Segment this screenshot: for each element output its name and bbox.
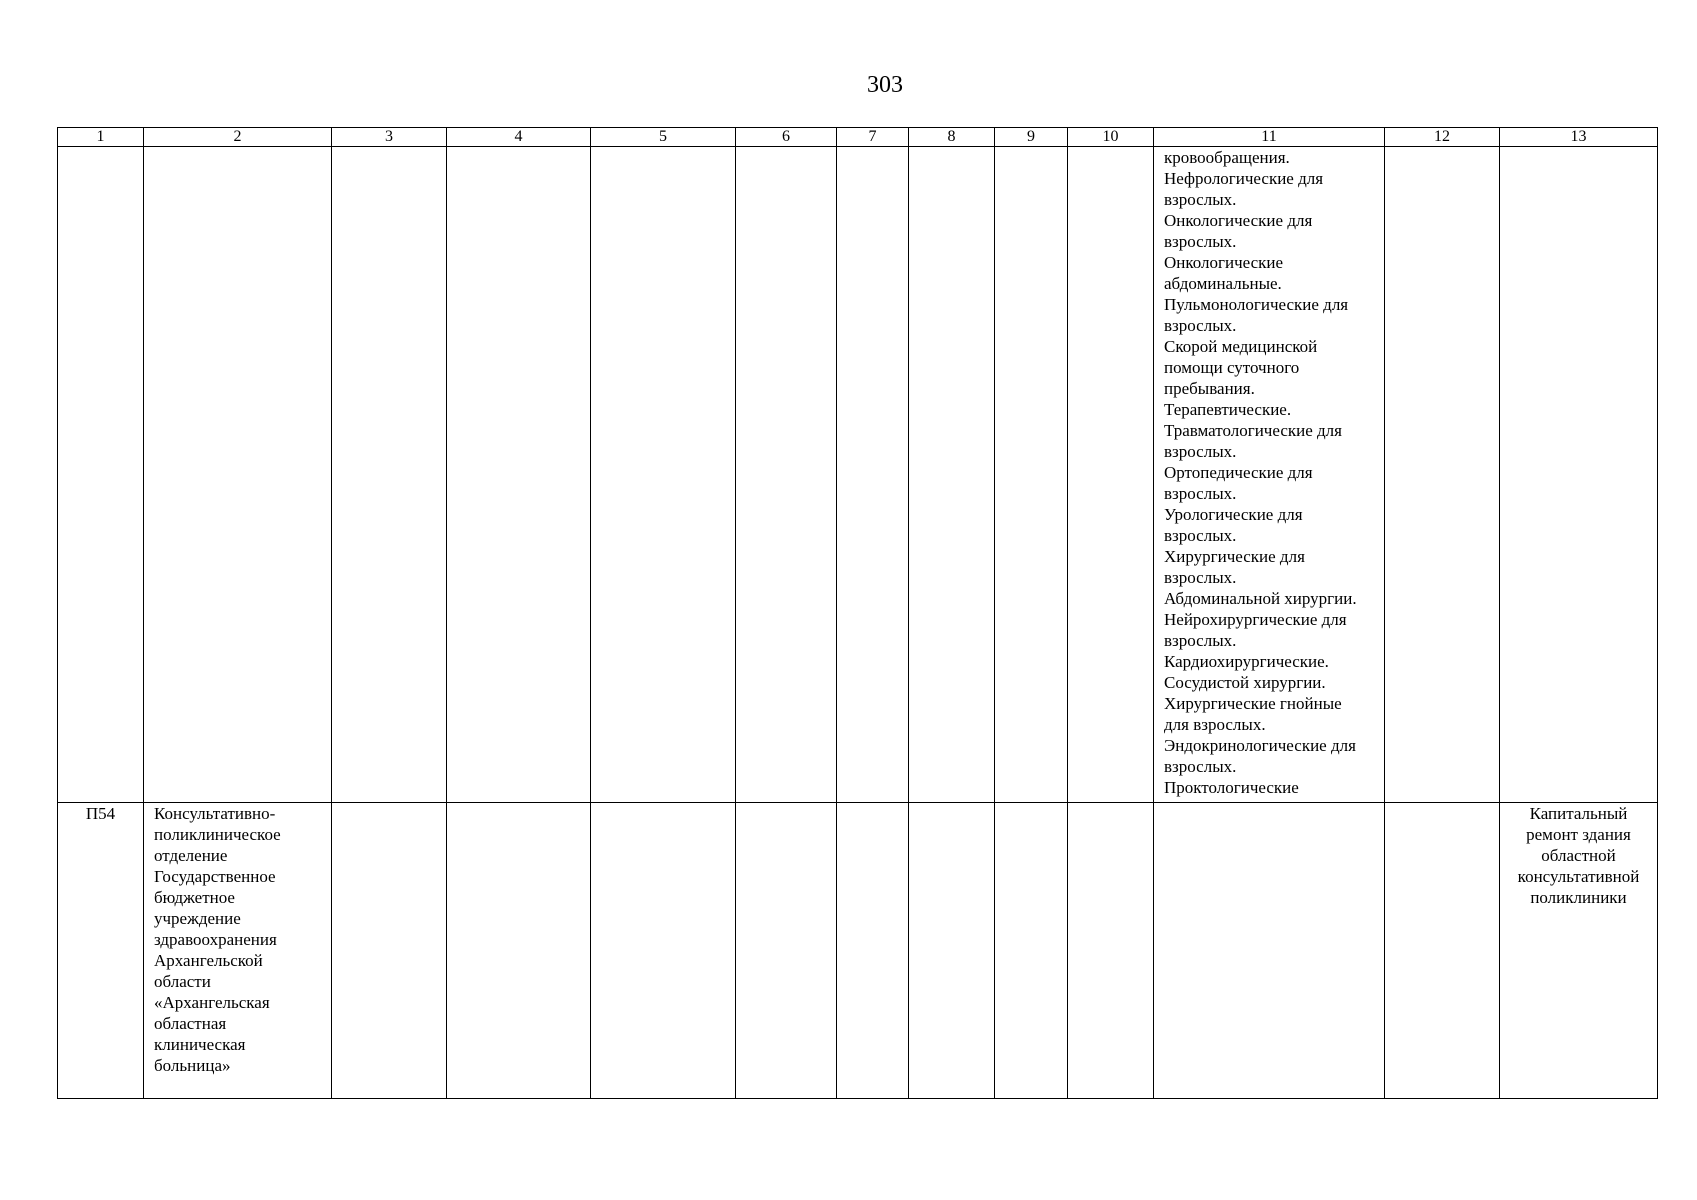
note-line: Капитальный <box>1529 804 1628 823</box>
cell-col-4 <box>447 803 591 1099</box>
cell-col-7 <box>837 803 909 1099</box>
profile-line: Терапевтические. <box>1164 400 1292 419</box>
profile-line: взрослых. <box>1164 232 1237 251</box>
cell-col-8 <box>909 147 995 803</box>
cell-col-8 <box>909 803 995 1099</box>
cell-col-10 <box>1068 803 1154 1099</box>
name-line: Архангельской <box>154 951 263 970</box>
table-header <box>58 128 1658 147</box>
note-line: консультативной <box>1517 867 1640 886</box>
cell-col-10 <box>1068 147 1154 803</box>
profile-line: пребывания. <box>1164 379 1255 398</box>
profile-line: взрослых. <box>1164 190 1237 209</box>
note-line: областной <box>1541 846 1616 865</box>
note-cell <box>1500 147 1658 803</box>
column-header-11: 11 <box>1154 128 1385 147</box>
name-line: больница» <box>154 1056 231 1075</box>
profile-line: Хирургические гнойные <box>1164 694 1342 713</box>
cell-col-5 <box>591 147 736 803</box>
profile-line: кровообращения. <box>1164 148 1290 167</box>
table-row-p54 <box>58 803 1658 1099</box>
column-header-8: 8 <box>909 128 995 147</box>
row-id-cell: П54 <box>58 803 144 1099</box>
column-header-13: 13 <box>1500 128 1658 147</box>
profile-line: Эндокринологические для <box>1164 736 1356 755</box>
column-header-3: 3 <box>332 128 447 147</box>
row-id-cell <box>58 147 144 803</box>
name-line: Государственное <box>154 867 276 886</box>
name-line: поликлиническое <box>154 825 281 844</box>
note-line: ремонт здания <box>1526 825 1631 844</box>
name-line: областная <box>154 1014 227 1033</box>
profile-line: Урологические для <box>1164 505 1303 524</box>
profile-line: Травматологические для <box>1164 421 1342 440</box>
header-row <box>58 128 1658 147</box>
profile-line: взрослых. <box>1164 757 1237 776</box>
profile-line: Онкологические <box>1164 253 1284 272</box>
profile-line: помощи суточного <box>1164 358 1300 377</box>
name-line: отделение <box>154 846 228 865</box>
name-line: области <box>154 972 211 991</box>
cell-col-6 <box>736 147 837 803</box>
profile-line: Скорой медицинской <box>1164 337 1318 356</box>
cell-col-4 <box>447 147 591 803</box>
name-line: «Архангельская <box>154 993 270 1012</box>
profile-line: Абдоминальной хирургии. <box>1164 589 1357 608</box>
column-header-9: 9 <box>995 128 1068 147</box>
cell-col-12 <box>1385 803 1500 1099</box>
column-header-6: 6 <box>736 128 837 147</box>
column-header-12: 12 <box>1385 128 1500 147</box>
profile-line: взрослых. <box>1164 526 1237 545</box>
row-name-cell <box>144 803 332 1099</box>
cell-col-9 <box>995 803 1068 1099</box>
profile-line: для взрослых. <box>1164 715 1266 734</box>
cell-col-12 <box>1385 147 1500 803</box>
profile-line: Сосудистой хирургии. <box>1164 673 1326 692</box>
profile-list-cell <box>1154 803 1385 1099</box>
profile-line: Хирургические для <box>1164 547 1305 566</box>
cell-col-3 <box>332 803 447 1099</box>
cell-col-3 <box>332 147 447 803</box>
profile-list-cell <box>1154 147 1385 803</box>
note-line: поликлиники <box>1530 888 1627 907</box>
profile-line: Проктологические <box>1164 778 1299 797</box>
row-name-cell <box>144 147 332 803</box>
profile-line: взрослых. <box>1164 442 1237 461</box>
profile-line: Онкологические для <box>1164 211 1313 230</box>
column-header-5: 5 <box>591 128 736 147</box>
note-cell <box>1500 803 1658 1099</box>
column-header-2: 2 <box>144 128 332 147</box>
data-table <box>57 127 1658 1099</box>
name-line: здравоохранения <box>154 930 277 949</box>
profile-line: Кардиохирургические. <box>1164 652 1329 671</box>
column-header-10: 10 <box>1068 128 1154 147</box>
profile-line: взрослых. <box>1164 568 1237 587</box>
cell-col-6 <box>736 803 837 1099</box>
name-line: клиническая <box>154 1035 246 1054</box>
cell-col-5 <box>591 803 736 1099</box>
profile-line: абдоминальные. <box>1164 274 1282 293</box>
name-line: Консультативно- <box>154 804 276 823</box>
profile-line: взрослых. <box>1164 316 1237 335</box>
profile-line: Нейрохирургические для <box>1164 610 1347 629</box>
profile-line: взрослых. <box>1164 631 1237 650</box>
profile-line: Ортопедические для <box>1164 463 1313 482</box>
table-row-continuation <box>58 147 1658 803</box>
profile-line: взрослых. <box>1164 484 1237 503</box>
profile-line: Пульмонологические для <box>1164 295 1349 314</box>
page-number: 303 <box>867 72 903 98</box>
column-header-1: 1 <box>58 128 144 147</box>
name-line: бюджетное <box>154 888 235 907</box>
cell-col-9 <box>995 147 1068 803</box>
column-header-4: 4 <box>447 128 591 147</box>
cell-col-7 <box>837 147 909 803</box>
name-line: учреждение <box>154 909 241 928</box>
column-header-7: 7 <box>837 128 909 147</box>
profile-line: Нефрологические для <box>1164 169 1324 188</box>
